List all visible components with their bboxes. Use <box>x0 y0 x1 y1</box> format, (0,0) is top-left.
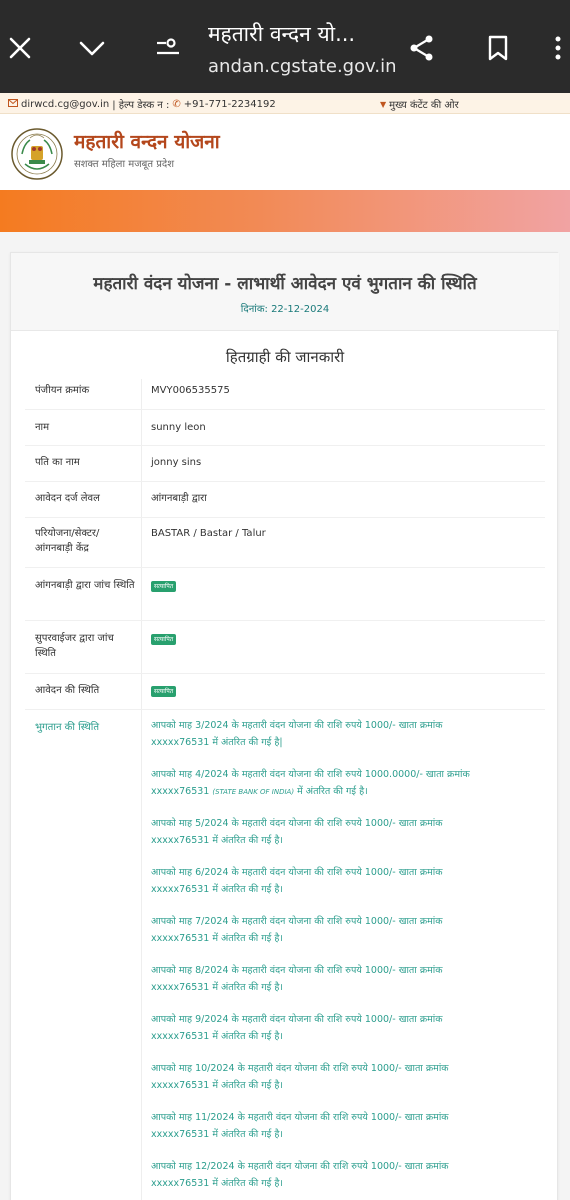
payment-text: xxxxx76531 में अंतरित की गई है। <box>151 1080 283 1091</box>
payment-text: आपको माह 3/2024 के महतारी वंदन योजना की राशि रुपये 1000/- खाता क्रमांक <box>151 720 443 731</box>
more-vert-icon[interactable] <box>548 28 568 68</box>
payment-text: आपको माह 5/2024 के महतारी वंदन योजना की राशि रुपये 1000/- खाता क्रमांक <box>151 818 443 829</box>
main-content-link[interactable] <box>380 97 459 111</box>
status-card <box>10 252 558 1200</box>
phone-icon: ✆ <box>172 98 181 110</box>
field-value-sup-check <box>151 631 176 646</box>
emblem-icon[interactable] <box>10 124 64 184</box>
field-label-project: परियोजना/सेक्टर/ आंगनबाड़ी केंद्र <box>35 528 100 554</box>
payment-item <box>151 1060 511 1094</box>
payment-text: आपको माह 8/2024 के महतारी वंदन योजना की राशि रुपये 1000/- खाता क्रमांक <box>151 965 443 976</box>
row-divider <box>25 709 545 710</box>
payment-text: xxxxx76531 में अंतरित की गई है। <box>151 982 283 993</box>
field-label-registration: पंजीयन क्रमांक <box>35 385 90 396</box>
row-divider <box>25 567 545 568</box>
payment-item <box>151 913 511 947</box>
payment-text: xxxxx76531 में अंतरित की गई है। <box>151 884 283 895</box>
phone-link[interactable]: +91-771-2234192 <box>183 98 276 110</box>
payment-item <box>151 1158 511 1192</box>
status-badge: सत्यापित <box>151 634 176 645</box>
payment-text: आपको माह 9/2024 के महतारी वंदन योजना की राशि रुपये 1000/- खाता क्रमांक <box>151 1014 443 1025</box>
bookmark-icon[interactable] <box>478 28 518 68</box>
row-divider <box>25 517 545 518</box>
status-badge: सत्यापित <box>151 686 176 697</box>
payment-item <box>151 1109 511 1143</box>
field-value-level: आंगनबाड़ी द्वारा <box>151 493 207 504</box>
payment-item <box>151 864 511 898</box>
field-value-husband: jonny sins <box>151 457 202 468</box>
payment-item <box>151 717 511 751</box>
card-date: दिनांक: 22-12-2024 <box>240 304 330 315</box>
field-value-app-status <box>151 683 176 698</box>
card-title: महतारी वंदन योजना - लाभार्थी आवेदन एवं भुगतान की स्थिति <box>93 274 477 294</box>
payment-text: xxxxx76531 में अंतरित की गई है। <box>151 1178 283 1189</box>
email-link[interactable]: dirwcd.cg@gov.in <box>21 98 110 110</box>
row-divider <box>25 481 545 482</box>
field-label-name: नाम <box>35 422 50 433</box>
payment-text: आपको माह 11/2024 के महतारी वंदन योजना की राशि रुपये 1000/- खाता क्रमांक <box>151 1112 449 1123</box>
status-badge: सत्यापित <box>151 581 176 592</box>
payment-text: आपको माह 4/2024 के महतारी वंदन योजना की राशि रुपये 1000.0000/- खाता क्रमांक <box>151 769 470 780</box>
close-icon[interactable] <box>0 28 40 68</box>
section-title: हितग्राही की जानकारी <box>225 348 345 366</box>
payment-text <box>151 783 511 801</box>
payment-text: आपको माह 10/2024 के महतारी वंदन योजना की राशि रुपये 1000/- खाता क्रमांक <box>151 1063 449 1074</box>
chevron-down-icon: ▼ <box>380 99 387 109</box>
field-value-name: sunny leon <box>151 422 206 433</box>
row-divider <box>25 673 545 674</box>
row-divider <box>25 409 545 410</box>
field-label-payment: भुगतान की स्थिति <box>35 722 100 733</box>
field-label-app-status: आवेदन की स्थिति <box>35 685 100 696</box>
payment-text: xxxxx76531 में अंतरित की गई है। <box>151 1031 283 1042</box>
payment-text: आपको माह 12/2024 के महतारी वंदन योजना की राशि रुपये 1000/- खाता क्रमांक <box>151 1161 449 1172</box>
bank-name: (STATE BANK OF INDIA) <box>212 788 295 796</box>
payment-text: xxxxx76531 में अंतरित की गई है| <box>151 737 283 748</box>
payment-item <box>151 815 511 849</box>
payment-text: xxxxx76531 में अंतरित की गई है। <box>151 1129 283 1140</box>
site-tagline: सशक्त महिला मजबूत प्रदेश <box>74 159 175 170</box>
field-value-project: BASTAR / Bastar / Talur <box>151 528 266 539</box>
share-icon[interactable] <box>402 28 442 68</box>
payment-text: xxxxx76531 में अंतरित की गई है। <box>151 835 283 846</box>
helpdesk-label: | हेल्प डेस्क न : <box>112 100 170 111</box>
site-header <box>0 114 570 190</box>
field-label-level: आवेदन दर्ज लेवल <box>35 493 100 504</box>
field-label-husband: पति का नाम <box>35 457 80 468</box>
column-divider <box>141 379 142 1200</box>
field-label-sup-check: सुपरवाईजर द्वारा जांच स्थिति <box>35 633 114 659</box>
row-divider <box>25 620 545 621</box>
main-content-label: मुख्य कंटेंट की ओर <box>389 100 459 111</box>
top-info-bar <box>0 93 570 114</box>
payment-item <box>151 1011 511 1045</box>
payment-text: आपको माह 6/2024 के महतारी वंदन योजना की राशि रुपये 1000/- खाता क्रमांक <box>151 867 443 878</box>
payment-text: xxxxx76531 में अंतरित की गई है। <box>151 933 283 944</box>
chevron-down-icon[interactable] <box>72 28 112 68</box>
field-label-aw-check: आंगनबाड़ी द्वारा जांच स्थिति <box>35 580 135 591</box>
banner-strip <box>0 190 570 232</box>
card-header <box>11 253 559 331</box>
payment-suffix: में अंतरित की गई है। <box>297 786 368 797</box>
row-divider <box>25 445 545 446</box>
payment-item <box>151 766 511 801</box>
payment-item <box>151 962 511 996</box>
page-title: महतारी वन्दन यो... <box>208 22 356 46</box>
url-bar[interactable]: andan.cgstate.gov.in <box>208 56 397 77</box>
browser-toolbar <box>0 0 570 93</box>
payment-text: आपको माह 7/2024 के महतारी वंदन योजना की राशि रुपये 1000/- खाता क्रमांक <box>151 916 443 927</box>
tune-icon[interactable] <box>148 28 188 68</box>
site-title[interactable]: महतारी वन्दन योजना <box>74 131 220 153</box>
field-value-aw-check <box>151 578 176 593</box>
account-number: xxxxx76531 <box>151 786 210 797</box>
mail-icon <box>8 99 18 110</box>
field-value-registration: MVY006535575 <box>151 385 230 396</box>
